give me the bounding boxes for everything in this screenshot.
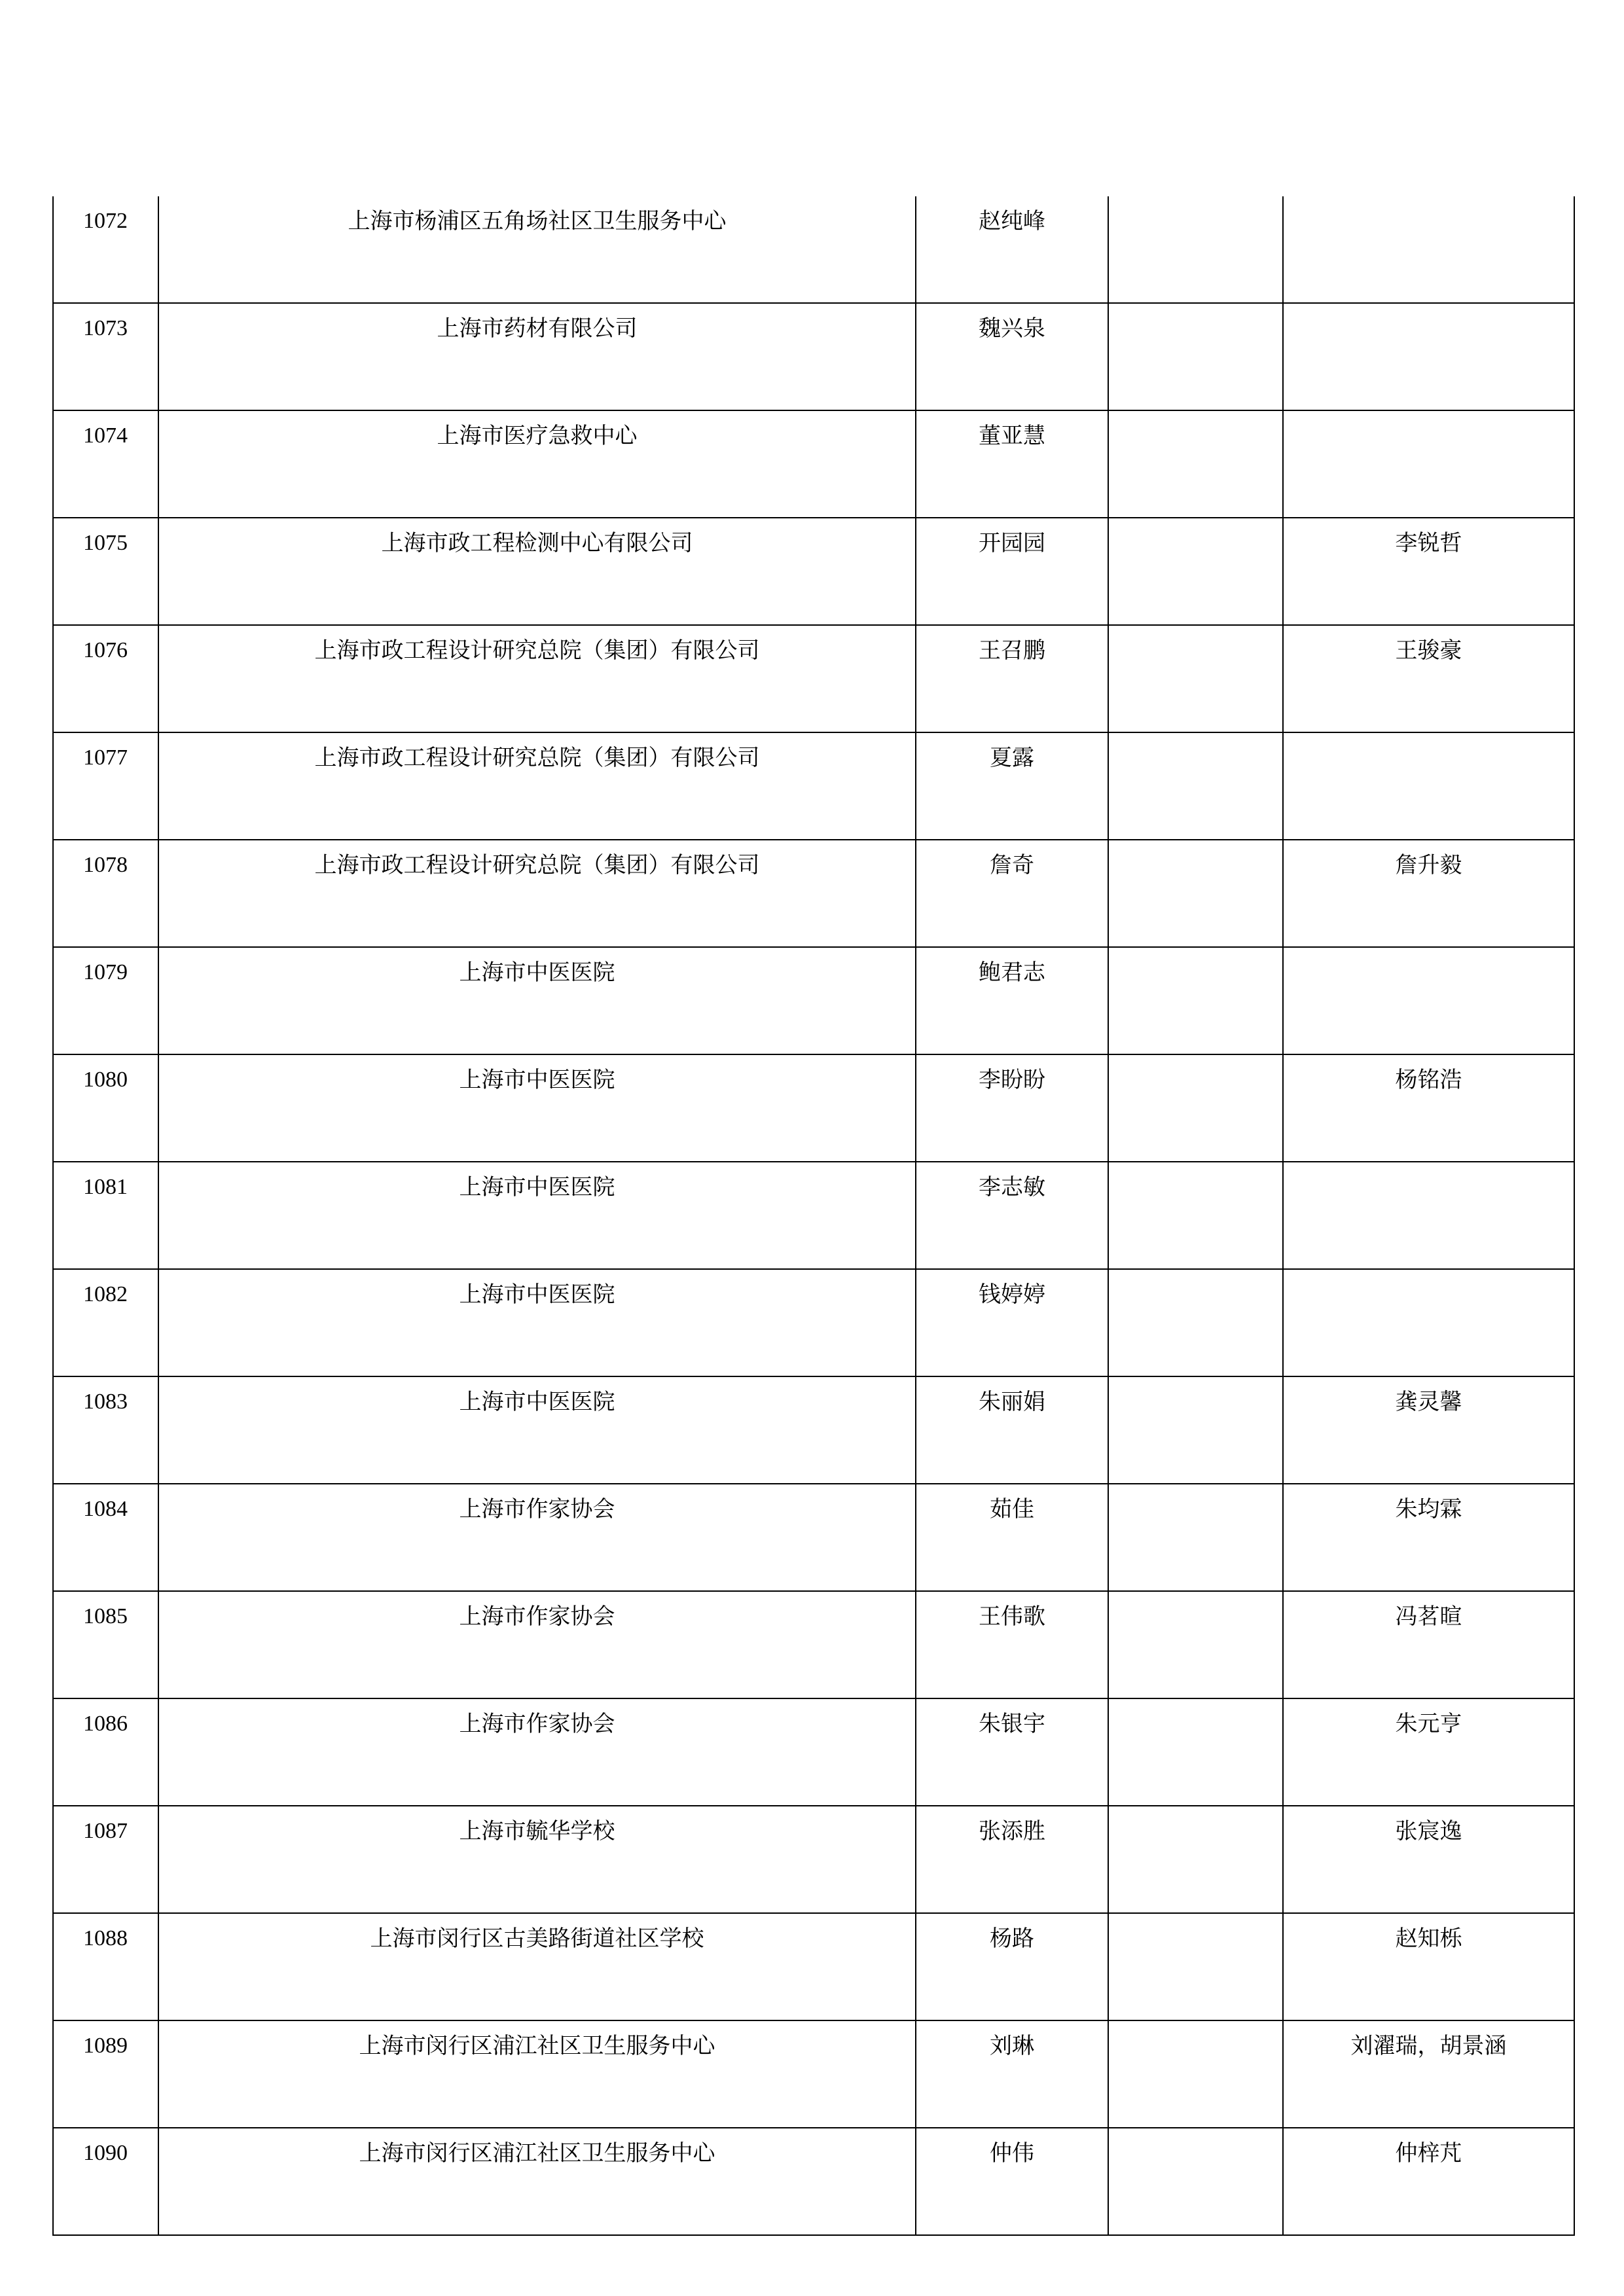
list-table — [52, 196, 1575, 2236]
blank-column-cell — [1108, 1376, 1283, 1484]
blank-column-cell — [1108, 303, 1283, 410]
blank-column-cell — [1108, 1698, 1283, 1806]
blank-column-cell — [1108, 2020, 1283, 2128]
row-number-cell: 1082 — [53, 1269, 158, 1376]
family-member-cell: 冯茗暄 — [1283, 1591, 1574, 1698]
organization-cell: 上海市闵行区浦江社区卫生服务中心 — [158, 2020, 916, 2128]
blank-column-cell — [1108, 196, 1283, 303]
table-row — [53, 840, 1574, 947]
organization-cell: 上海市闵行区古美路街道社区学校 — [158, 1913, 916, 2020]
person-name-cell: 朱丽娟 — [916, 1376, 1108, 1484]
organization-cell: 上海市政工程检测中心有限公司 — [158, 518, 916, 625]
table-row — [53, 1913, 1574, 2020]
blank-column-cell — [1108, 1054, 1283, 1162]
table-row — [53, 1484, 1574, 1591]
organization-cell: 上海市医疗急救中心 — [158, 410, 916, 518]
person-name-cell: 王召鹏 — [916, 625, 1108, 732]
organization-cell: 上海市政工程设计研究总院（集团）有限公司 — [158, 732, 916, 840]
blank-column-cell — [1108, 1269, 1283, 1376]
table-row — [53, 1269, 1574, 1376]
organization-cell: 上海市杨浦区五角场社区卫生服务中心 — [158, 196, 916, 303]
row-number-cell: 1086 — [53, 1698, 158, 1806]
person-name-cell: 董亚慧 — [916, 410, 1108, 518]
table-body — [53, 196, 1574, 2235]
table-row — [53, 1054, 1574, 1162]
table-row — [53, 732, 1574, 840]
organization-cell: 上海市毓华学校 — [158, 1806, 916, 1913]
person-name-cell: 钱婷婷 — [916, 1269, 1108, 1376]
family-member-cell: 龚灵馨 — [1283, 1376, 1574, 1484]
blank-column-cell — [1108, 410, 1283, 518]
person-name-cell: 夏露 — [916, 732, 1108, 840]
family-member-cell: 赵知栎 — [1283, 1913, 1574, 2020]
row-number-cell: 1078 — [53, 840, 158, 947]
table-row — [53, 410, 1574, 518]
table-row — [53, 196, 1574, 303]
family-member-cell: 詹升毅 — [1283, 840, 1574, 947]
row-number-cell: 1087 — [53, 1806, 158, 1913]
organization-cell: 上海市政工程设计研究总院（集团）有限公司 — [158, 625, 916, 732]
organization-cell: 上海市药材有限公司 — [158, 303, 916, 410]
family-member-cell: 张宸逸 — [1283, 1806, 1574, 1913]
family-member-cell — [1283, 1269, 1574, 1376]
row-number-cell: 1089 — [53, 2020, 158, 2128]
table-row — [53, 1591, 1574, 1698]
row-number-cell: 1090 — [53, 2128, 158, 2235]
family-member-cell: 朱均霖 — [1283, 1484, 1574, 1591]
table-row — [53, 1376, 1574, 1484]
table-row — [53, 518, 1574, 625]
blank-column-cell — [1108, 1913, 1283, 2020]
blank-column-cell — [1108, 625, 1283, 732]
blank-column-cell — [1108, 840, 1283, 947]
person-name-cell: 李志敏 — [916, 1162, 1108, 1269]
organization-cell: 上海市作家协会 — [158, 1591, 916, 1698]
blank-column-cell — [1108, 2128, 1283, 2235]
organization-cell: 上海市中医医院 — [158, 1054, 916, 1162]
organization-cell: 上海市中医医院 — [158, 947, 916, 1054]
family-member-cell — [1283, 196, 1574, 303]
person-name-cell: 刘琳 — [916, 2020, 1108, 2128]
row-number-cell: 1083 — [53, 1376, 158, 1484]
blank-column-cell — [1108, 1591, 1283, 1698]
person-name-cell: 王伟歌 — [916, 1591, 1108, 1698]
family-member-cell — [1283, 303, 1574, 410]
table-row — [53, 625, 1574, 732]
person-name-cell: 朱银宇 — [916, 1698, 1108, 1806]
blank-column-cell — [1108, 1162, 1283, 1269]
person-name-cell: 魏兴泉 — [916, 303, 1108, 410]
family-member-cell: 朱元亨 — [1283, 1698, 1574, 1806]
row-number-cell: 1081 — [53, 1162, 158, 1269]
blank-column-cell — [1108, 947, 1283, 1054]
person-name-cell: 张添胜 — [916, 1806, 1108, 1913]
organization-cell: 上海市作家协会 — [158, 1484, 916, 1591]
family-member-cell: 刘濯瑞，胡景涵 — [1283, 2020, 1574, 2128]
person-name-cell: 詹奇 — [916, 840, 1108, 947]
row-number-cell: 1077 — [53, 732, 158, 840]
person-name-cell: 李盼盼 — [916, 1054, 1108, 1162]
table-row — [53, 2020, 1574, 2128]
row-number-cell: 1074 — [53, 410, 158, 518]
row-number-cell: 1088 — [53, 1913, 158, 2020]
person-name-cell: 赵纯峰 — [916, 196, 1108, 303]
row-number-cell: 1075 — [53, 518, 158, 625]
family-member-cell — [1283, 947, 1574, 1054]
organization-cell: 上海市作家协会 — [158, 1698, 916, 1806]
family-member-cell: 王骏豪 — [1283, 625, 1574, 732]
family-member-cell: 杨铭浩 — [1283, 1054, 1574, 1162]
row-number-cell: 1076 — [53, 625, 158, 732]
row-number-cell: 1080 — [53, 1054, 158, 1162]
organization-cell: 上海市政工程设计研究总院（集团）有限公司 — [158, 840, 916, 947]
family-member-cell: 李锐哲 — [1283, 518, 1574, 625]
organization-cell: 上海市中医医院 — [158, 1376, 916, 1484]
row-number-cell: 1072 — [53, 196, 158, 303]
person-name-cell: 杨路 — [916, 1913, 1108, 2020]
organization-cell: 上海市中医医院 — [158, 1269, 916, 1376]
family-member-cell: 仲梓芃 — [1283, 2128, 1574, 2235]
organization-cell: 上海市中医医院 — [158, 1162, 916, 1269]
person-name-cell: 鲍君志 — [916, 947, 1108, 1054]
table-row — [53, 1698, 1574, 1806]
family-member-cell — [1283, 410, 1574, 518]
person-name-cell: 开园园 — [916, 518, 1108, 625]
row-number-cell: 1073 — [53, 303, 158, 410]
organization-cell: 上海市闵行区浦江社区卫生服务中心 — [158, 2128, 916, 2235]
blank-column-cell — [1108, 1484, 1283, 1591]
person-name-cell: 仲伟 — [916, 2128, 1108, 2235]
row-number-cell: 1085 — [53, 1591, 158, 1698]
table-row — [53, 947, 1574, 1054]
blank-column-cell — [1108, 732, 1283, 840]
table-row — [53, 1162, 1574, 1269]
blank-column-cell — [1108, 1806, 1283, 1913]
row-number-cell: 1084 — [53, 1484, 158, 1591]
blank-column-cell — [1108, 518, 1283, 625]
row-number-cell: 1079 — [53, 947, 158, 1054]
person-name-cell: 茹佳 — [916, 1484, 1108, 1591]
table-row — [53, 1806, 1574, 1913]
table-row — [53, 303, 1574, 410]
table-row — [53, 2128, 1574, 2235]
family-member-cell — [1283, 1162, 1574, 1269]
family-member-cell — [1283, 732, 1574, 840]
